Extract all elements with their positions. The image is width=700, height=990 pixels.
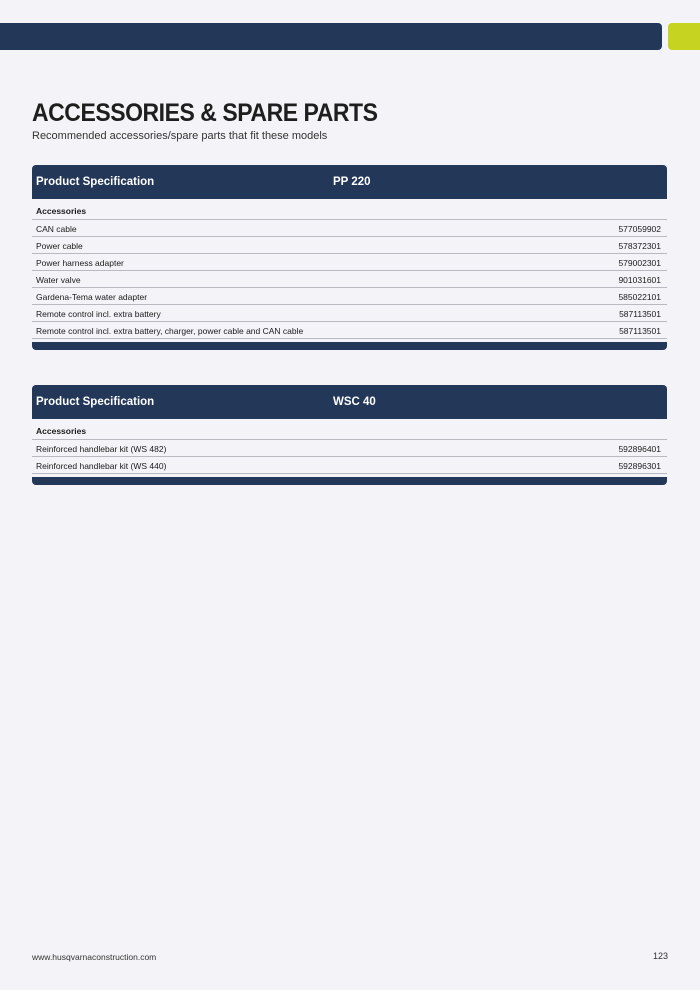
table-row <box>32 288 667 305</box>
spec-header-label: Product Specification <box>36 176 155 188</box>
part-name: Water valve <box>36 275 81 285</box>
part-name: Remote control incl. extra battery <box>36 309 161 319</box>
part-number: 585022101 <box>618 292 661 302</box>
table-row <box>32 322 667 339</box>
part-name: Gardena-Tema water adapter <box>36 292 148 302</box>
part-name: Power cable <box>36 241 83 251</box>
table-row <box>32 254 667 271</box>
part-number: 592896301 <box>618 461 661 471</box>
part-name: Power harness adapter <box>36 258 124 268</box>
spec-table-footer-bar <box>32 342 667 350</box>
spec-header-label: Product Specification <box>36 396 155 408</box>
spec-table-wsc40 <box>32 385 667 485</box>
part-name: Remote control incl. extra battery, charger, power cable and CAN cable <box>36 326 304 336</box>
part-number: 579002301 <box>618 258 661 268</box>
page-title: ACCESSORIES & SPARE PARTS <box>32 99 378 127</box>
footer-website-link[interactable]: www.husqvarnaconstruction.com <box>32 952 157 962</box>
table-row <box>32 271 667 288</box>
table-row <box>32 457 667 474</box>
spec-table-pp220 <box>32 165 667 350</box>
spec-header-model: PP 220 <box>333 176 371 188</box>
spec-table-header <box>32 385 667 419</box>
spec-table-header <box>32 165 667 199</box>
part-number: 587113501 <box>619 309 661 319</box>
page-subtitle: Recommended accessories/spare parts that fit these models <box>32 130 328 142</box>
part-number: 577059902 <box>618 224 661 234</box>
table-row <box>32 220 667 237</box>
part-name: Reinforced handlebar kit (WS 482) <box>36 444 167 454</box>
part-number: 901031601 <box>618 275 661 285</box>
spec-header-model: WSC 40 <box>333 396 376 408</box>
part-number: 592896401 <box>618 444 661 454</box>
table-row <box>32 440 667 457</box>
table-row <box>32 305 667 322</box>
part-name: Reinforced handlebar kit (WS 440) <box>36 461 167 471</box>
page-number: 123 <box>652 951 668 961</box>
section-label-accessories: Accessories <box>32 419 667 440</box>
table-row <box>32 237 667 254</box>
top-accent-tab <box>668 23 700 50</box>
part-number: 578372301 <box>618 241 661 251</box>
section-label-accessories: Accessories <box>32 199 667 220</box>
part-number: 587113501 <box>619 326 661 336</box>
part-name: CAN cable <box>36 224 77 234</box>
top-banner-bar <box>0 23 662 50</box>
spec-table-footer-bar <box>32 477 667 485</box>
